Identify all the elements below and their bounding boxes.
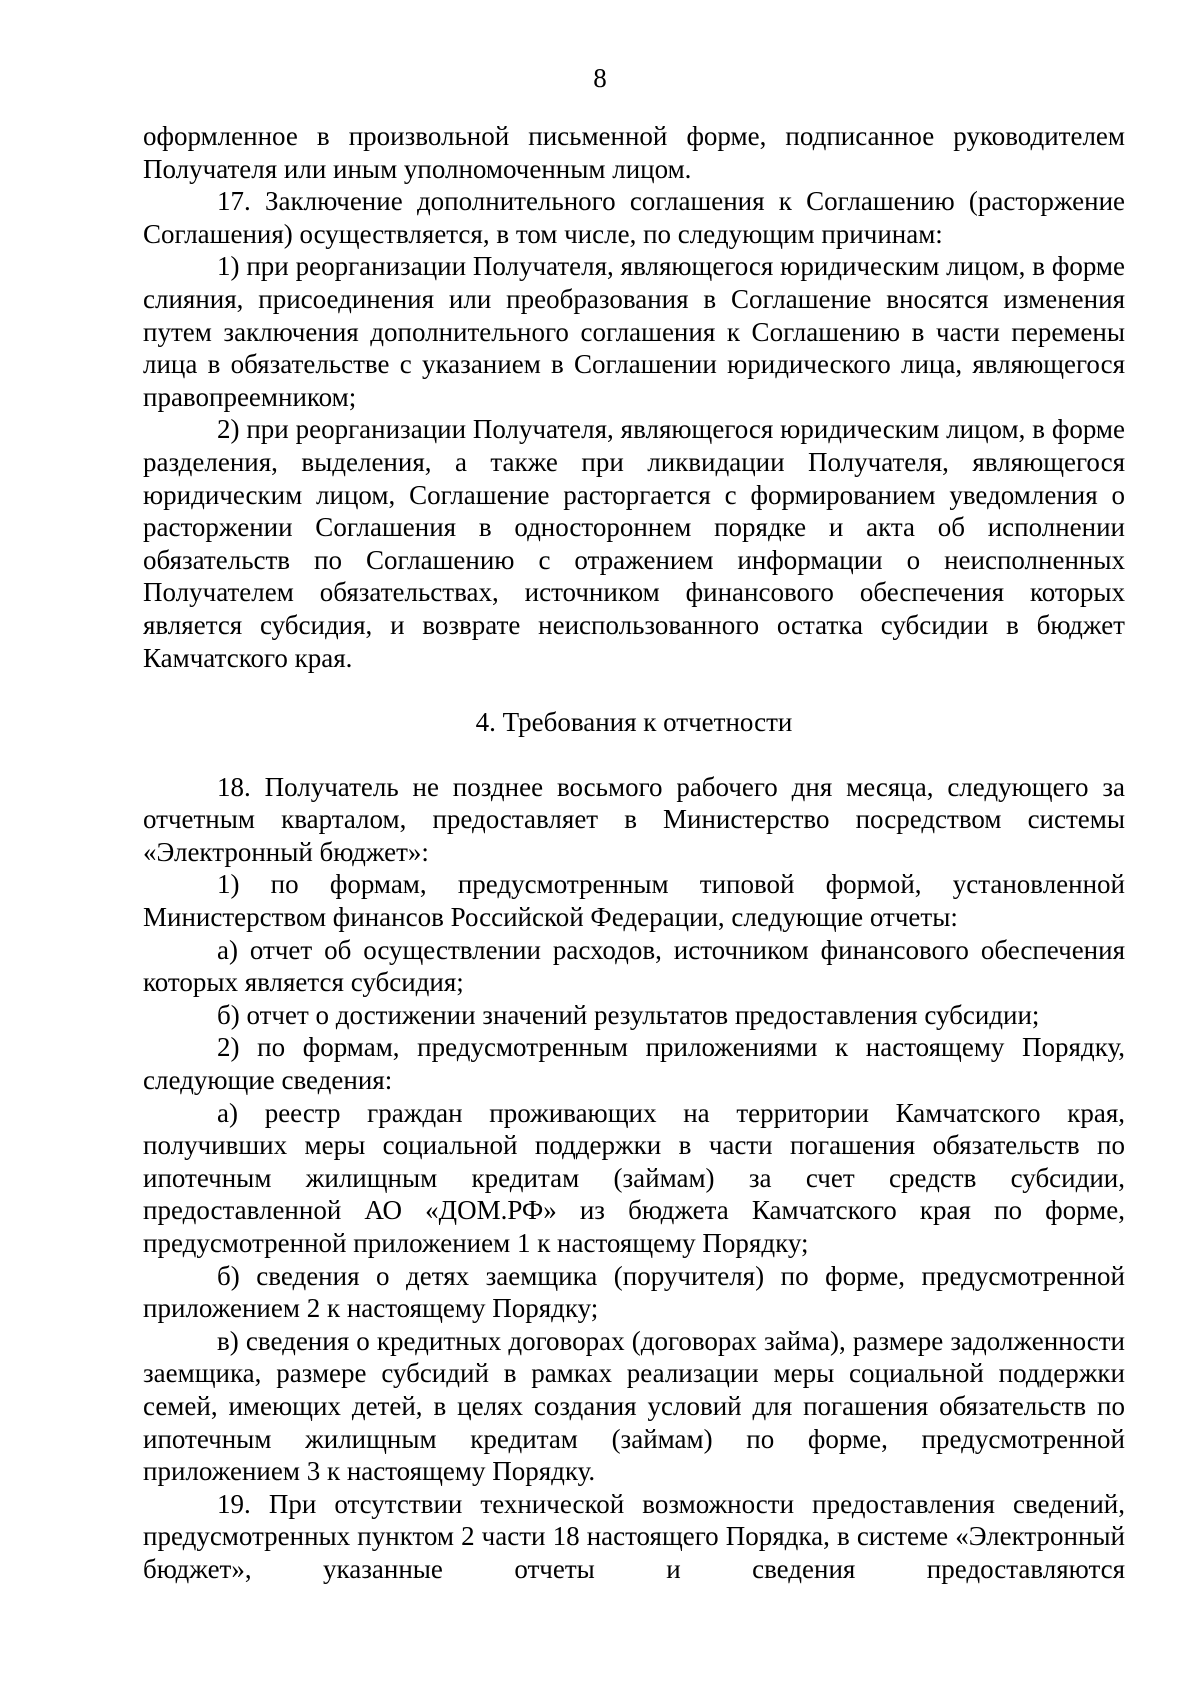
- paragraph: 1) при реорганизации Получателя, являющегося юридическим лицом, в форме слияния, присоединения или преобразования в Соглашение вносятся изменения путем заключения дополнительного соглашения к Соглашению в части перемены лица в обязательстве с указанием в Соглашении юридического лица, являющегося правопреемником;: [143, 251, 1125, 412]
- paragraph: 18. Получатель не позднее восьмого рабочего дня месяца, следующего за отчетным кварталом, предоставляет в Министерство посредством системы «Электронный бюджет»:: [143, 771, 1125, 867]
- paragraph: 2) по формам, предусмотренным приложениями к настоящему Порядку, следующие сведения:: [143, 1032, 1125, 1096]
- paragraph: в) сведения о кредитных договорах (договорах займа), размере задолженности заемщика, размере субсидий в рамках реализации меры социальной поддержки семей, имеющих детей, в целях создания условий для погашения обязательств по ипотечным жилищным кредитам (займам) по форме, предусмотренной приложением 3 к настоящему Порядку.: [143, 1325, 1125, 1487]
- paragraph: 19. При отсутствии технической возможности предоставления сведений, предусмотренных пунктом 2 части 18 настоящего Порядка, в системе «Электронный бюджет», указанные отчеты и сведения предоставляются: [143, 1488, 1125, 1584]
- paragraphs-bottom: [143, 771, 1125, 1586]
- page-number: 8: [593, 63, 607, 93]
- paragraph: оформленное в произвольной письменной форме, подписанное руководителем Получателя или иным уполномоченным лицом.: [143, 121, 1125, 184]
- document-body: [143, 120, 1125, 1586]
- paragraph: б) сведения о детях заемщика (поручителя) по форме, предусмотренной приложением 2 к настоящему Порядку;: [143, 1260, 1125, 1324]
- paragraph: 17. Заключение дополнительного соглашения к Соглашению (расторжение Соглашения) осуществляется, в том числе, по следующим причинам:: [143, 186, 1125, 249]
- spacer: [143, 739, 1125, 771]
- paragraph: а) отчет об осуществлении расходов, источником финансового обеспечения которых является субсидия;: [143, 934, 1125, 998]
- paragraph: а) реестр граждан проживающих на территории Камчатского края, получивших меры социальной поддержки в части погашения обязательств по ипотечным жилищным кредитам (займам) за счет средств субсидии, предоставленной АО «ДОМ.РФ» из бюджета Камчатского края по форме, предусмотренной приложением 1 к настоящему Порядку;: [143, 1097, 1125, 1258]
- paragraph: б) отчет о достижении значений результатов предоставления субсидии;: [217, 999, 1040, 1030]
- paragraph: 1) по формам, предусмотренным типовой формой, установленной Министерством финансов Российской Федерации, следующие отчеты:: [143, 869, 1125, 933]
- paragraph: 2) при реорганизации Получателя, являющегося юридическим лицом, в форме разделения, выделения, а также при ликвидации Получателя, являющегося юридическим лицом, Соглашение расторгается с формированием уведомления о расторжении Соглашения в одностороннем порядке и акта об исполнении обязательств по Соглашению с отражением информации о неисполненных Получателем обязательствах, источником финансового обеспечения которых является субсидия, и возврате неиспользованного остатка субсидии в бюджет Камчатского края.: [143, 414, 1125, 673]
- section-heading: 4. Требования к отчетности: [475, 707, 793, 738]
- paragraphs-top: [143, 120, 1125, 674]
- spacer: [143, 674, 1125, 706]
